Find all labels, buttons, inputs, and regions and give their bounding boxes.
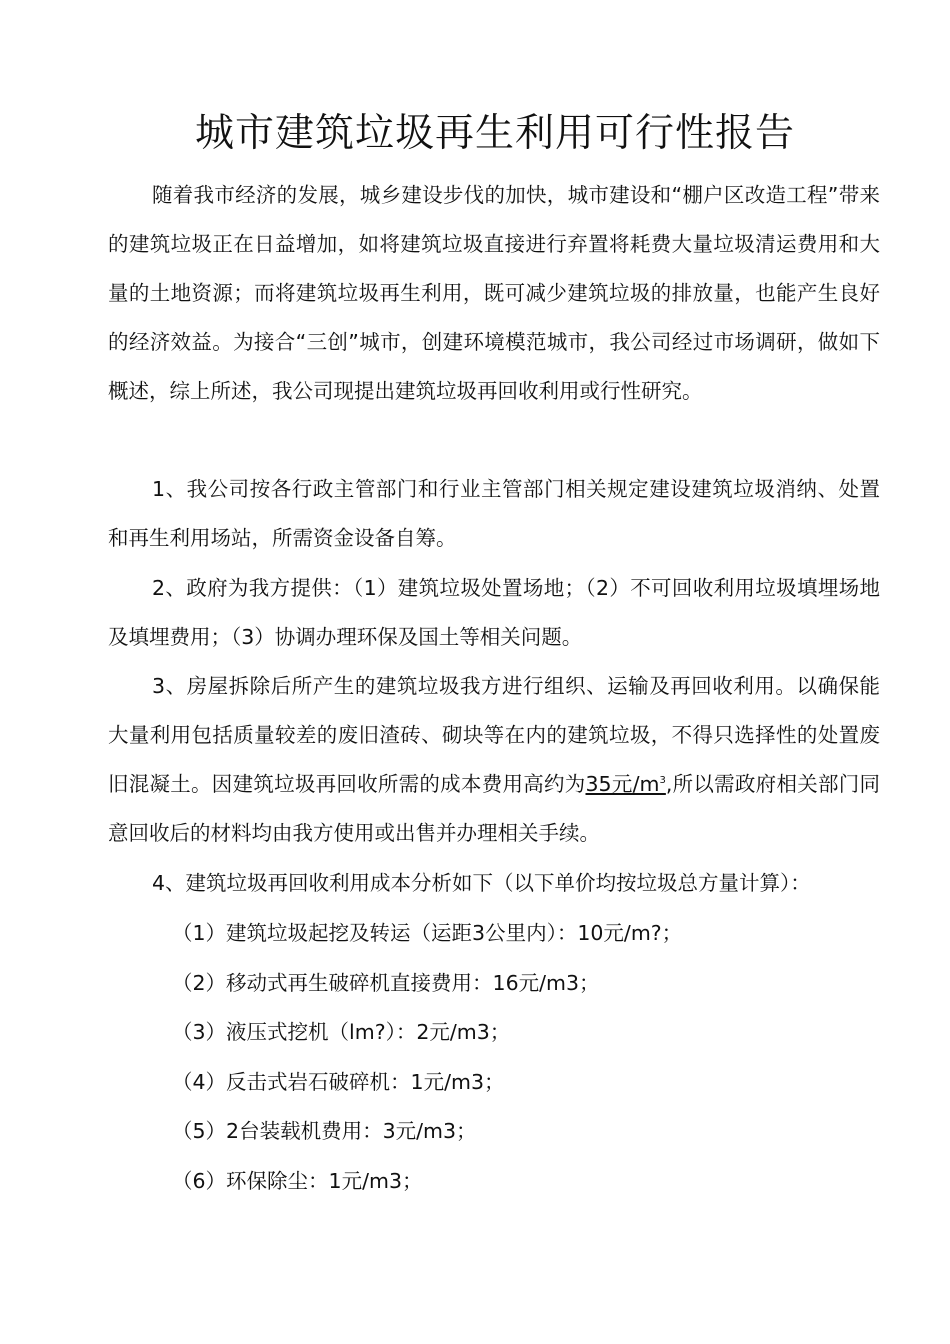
cost-item-2: （2）移动式再生破碎机直接费用：16元/m3； [172, 971, 600, 995]
point-3-text-after: ,所以需政府相关部门同意回收后的材料均由我方使用或出售并办理相关手续。 [108, 772, 880, 845]
point-3-paragraph [108, 662, 880, 858]
intro-paragraph: 随着我市经济的发展，城乡建设步伐的加快，城市建设和“棚户区改造工程”带来的建筑垃圾正在日益增加，如将建筑垃圾直接进行弃置将耗费大量垃圾清运费用和大量的土地资源；而将建筑垃圾再生利用，既可减少建筑垃圾的排放量，也能产生良好的经济效益。为接合“三创”城市，创建环境模范城市，我公司经过市场调研，做如下概述，综上所述，我公司现提出建筑垃圾再回收利用或行性研究。 [108, 183, 880, 403]
document-title: 城市建筑垃圾再生利用可行性报告 [194, 111, 795, 156]
cost-per-cubic-meter: 35元$/m^3$ [585, 772, 666, 796]
point-1-paragraph: 1、我公司按各行政主管部门和行业主管部门相关规定建设建筑垃圾消纳、处置和再生利用场站，所需资金设备自筹。 [108, 477, 880, 550]
cost-item-4: （4）反击式岩石破碎机：1元/m3； [172, 1070, 505, 1094]
cost-item-1: （1）建筑垃圾起挖及转运（运距3公里内）：10元/m?； [172, 921, 683, 945]
point-3-text-before: 3、房屋拆除后所产生的建筑垃圾我方进行组织、运输及再回收利用。以确保能大量利用包括质量较差的废旧渣砖、砌块等在内的建筑垃圾，不得只选择性的处置废旧混凝土。因建筑垃圾再回收所需的成本费用高约为 [108, 674, 880, 796]
cost-item-5: （5）2台装载机费用：3元/m3； [172, 1119, 477, 1143]
point-2-paragraph: 2、政府为我方提供：（1）建筑垃圾处置场地；（2）不可回收利用垃圾填埋场地及填埋费用；（3）协调办理环保及国土等相关问题。 [108, 576, 880, 649]
cost-item-6: （6）环保除尘：1元/m3； [172, 1169, 423, 1193]
cost-item-3: （3）液压式挖机（lm?）：2元/m3； [172, 1020, 511, 1044]
point-4-paragraph: 4、建筑垃圾再回收利用成本分析如下（以下单价均按垃圾总方量计算）： [152, 871, 811, 895]
cubic-superscript: 3 [659, 775, 666, 787]
